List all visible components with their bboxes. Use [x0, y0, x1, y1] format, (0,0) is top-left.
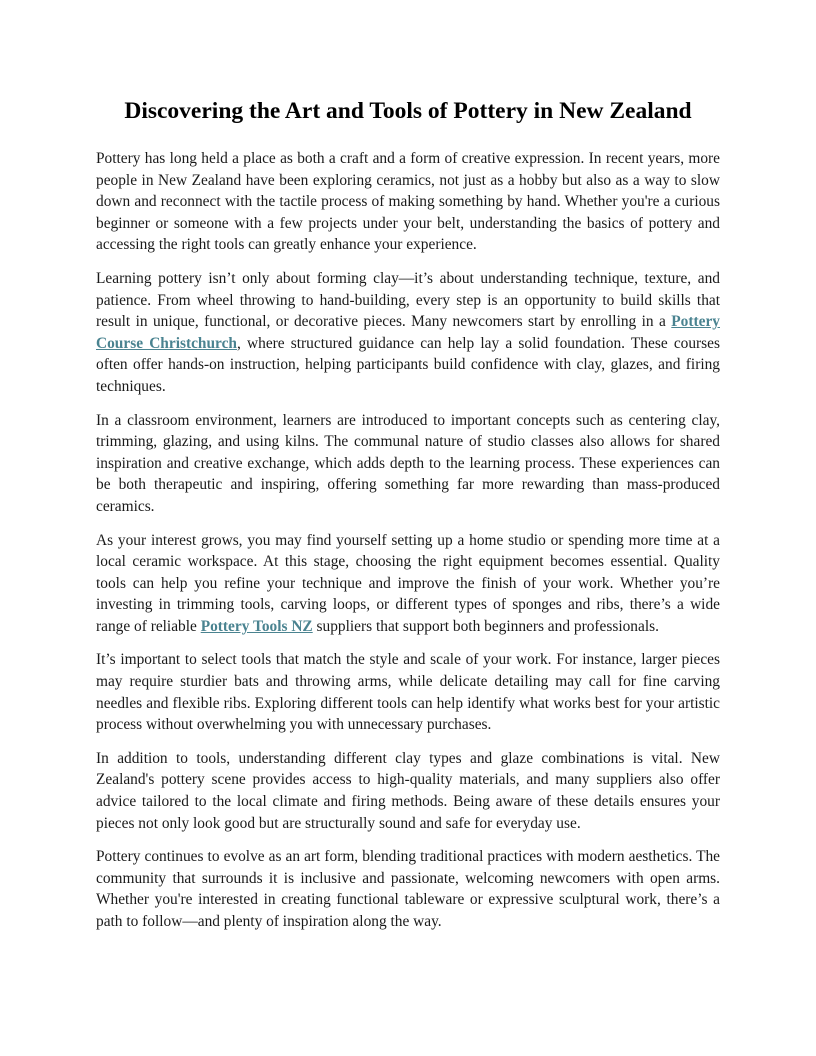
paragraph-learning	[96, 268, 720, 398]
paragraph-learning-text-after: , where structured guidance can help lay a solid foundation. These courses often offer hands-on instruction, helping participants build confidence with clay, glazes, and firing techniques.	[96, 334, 720, 395]
paragraph-conclusion: Pottery continues to evolve as an art form, blending traditional practices with modern aesthetics. The community that surrounds it is inclusive and passionate, welcoming newcomers with open arms. Whether you're interested in creating functional tableware or expressive sculptural work, there’s a path to follow—and plenty of inspiration along the way.	[96, 848, 720, 930]
paragraph-home-studio-text-before: As your interest grows, you may find yourself setting up a home studio or spending more time at a local ceramic workspace. At this stage, choosing the right equipment becomes essential. Quality tools can help you refine your technique and improve the finish of your work. Whether you’re investing in trimming tools, carving loops, or different types of sponges and ribs, there’s a wide range of reliable	[96, 531, 720, 635]
document-title: Discovering the Art and Tools of Pottery in New Zealand	[124, 98, 692, 124]
paragraph-home-studio	[96, 530, 720, 638]
paragraph-clay-glaze: In addition to tools, understanding different clay types and glaze combinations is vital. New Zealand's pottery scene provides access to high-quality materials, and many suppliers also offer advice tailored to the local climate and firing methods. Being aware of these details ensures your pieces not only look good but are structurally sound and safe for everyday use.	[96, 749, 720, 832]
pottery-tools-nz-link[interactable]: Pottery Tools NZ	[200, 617, 313, 635]
paragraph-classroom: In a classroom environment, learners are introduced to important concepts such as centering clay, trimming, glazing, and using kilns. The communal nature of studio classes also allows for shared inspiration and creative exchange, which adds depth to the learning process. These experiences can be both therapeutic and inspiring, offering something far more rewarding than mass-produced ceramics.	[96, 411, 720, 515]
paragraph-select-tools: It’s important to select tools that match the style and scale of your work. For instance, larger pieces may require sturdier bats and throwing arms, while delicate detailing may call for fine carving needles and flexible ribs. Exploring different tools can help identify what works best for your artistic process without overwhelming you with unnecessary purchases.	[96, 651, 720, 734]
paragraph-learning-text-before: Learning pottery isn’t only about forming clay—it’s about understanding technique, texture, and patience. From wheel throwing to hand-building, every step is an opportunity to build skills that result in unique, functional, or decorative pieces. Many newcomers start by enrolling in a	[96, 269, 720, 331]
paragraph-intro: Pottery has long held a place as both a craft and a form of creative expression. In recent years, more people in New Zealand have been exploring ceramics, not just as a hobby but also as a way to slow down and reconnect with the tactile process of making something by hand. Whether you're a curious beginner or someone with a few projects under your belt, understanding the basics of pottery and accessing the right tools can greatly enhance your experience.	[96, 150, 720, 254]
paragraph-home-studio-text-after: suppliers that support both beginners and professionals.	[312, 617, 659, 635]
pottery-course-christchurch-link[interactable]: Pottery Course Christchurch	[96, 313, 720, 352]
document-page	[96, 96, 720, 945]
